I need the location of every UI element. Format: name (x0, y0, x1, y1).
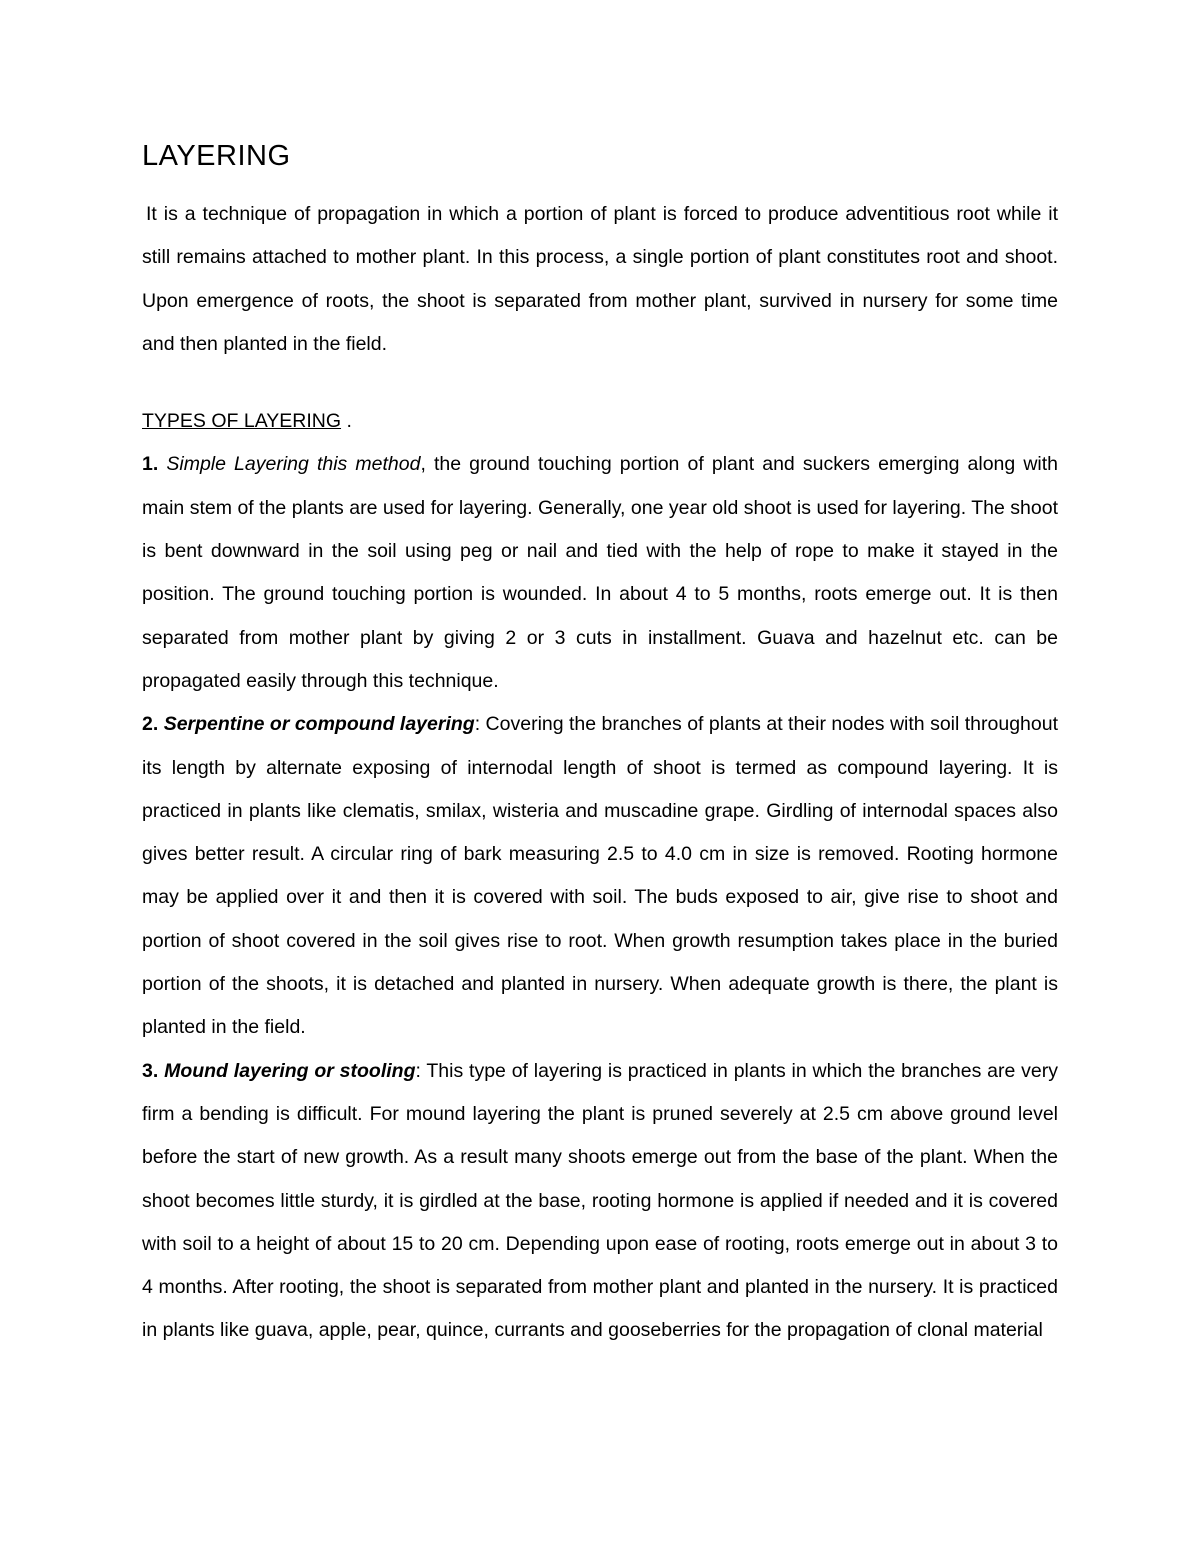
document-page (142, 140, 1058, 1353)
type-number: 1. (142, 453, 159, 476)
type-item-simple (142, 443, 1058, 703)
type-body: , the ground touching portion of plant and suckers emerging along with main stem of the plants are used for layering. Generally, one year old shoot is used for layering. The shoot is bent downward in the soil using peg or nail and tied with the help of rope to make it stayed in the position. The ground touching portion is wounded. In about 4 to 5 months, roots emerge out. It is then separated from mother plant by giving 2 or 3 cuts in installment. Guava and hazelnut etc. can be propagated easily through this technique. (142, 453, 1058, 692)
type-number: 3. (142, 1059, 159, 1082)
intro-paragraph: It is a technique of propagation in which a portion of plant is forced to produce adventitious root while it still remains attached to mother plant. In this process, a single portion of plant constitutes root and shoot. Upon emergence of roots, the shoot is separated from mother plant, survived in nursery for some time and then planted in the field. (142, 203, 1058, 355)
type-body: : This type of layering is practiced in plants in which the branches are very firm a bending is difficult. For mound layering the plant is pruned severely at 2.5 cm above ground level before the start of new growth. As a result many shoots emerge out from the base of the plant. When the shoot becomes little sturdy, it is girdled at the base, rooting hormone is applied if needed and it is covered with soil to a height of about 15 to 20 cm. Depending upon ease of rooting, roots emerge out in about 3 to 4 months. After rooting, the shoot is separated from mother plant and planted in the nursery. It is practiced in plants like guava, apple, pear, quince, currants and gooseberries for the propagation of clonal material (142, 1059, 1058, 1342)
type-item-mound (142, 1050, 1058, 1353)
type-number: 2. (142, 713, 159, 736)
type-item-serpentine (142, 703, 1058, 1049)
types-heading-suffix: . (341, 410, 352, 433)
type-term: Serpentine or compound layering (163, 713, 475, 736)
type-term: Simple Layering this method (166, 453, 421, 476)
type-term: Mound layering or stooling (164, 1059, 416, 1082)
type-body: : Covering the branches of plants at their nodes with soil throughout its length by alternate exposing of internodal length of shoot is termed as compound layering. It is practiced in plants like clematis, smilax, wisteria and muscadine grape. Girdling of internodal spaces also gives better result. A circular ring of bark measuring 2.5 to 4.0 cm in size is removed. Rooting hormone may be applied over it and then it is covered with soil. The buds exposed to air, give rise to shoot and portion of shoot covered in the soil gives rise to root. When growth resumption takes place in the buried portion of the shoots, it is detached and planted in nursery. When adequate growth is there, the plant is planted in the field. (142, 713, 1058, 1039)
types-heading (142, 400, 1058, 443)
page-title: LAYERING (142, 140, 291, 172)
types-heading-text: TYPES OF LAYERING (142, 410, 342, 433)
